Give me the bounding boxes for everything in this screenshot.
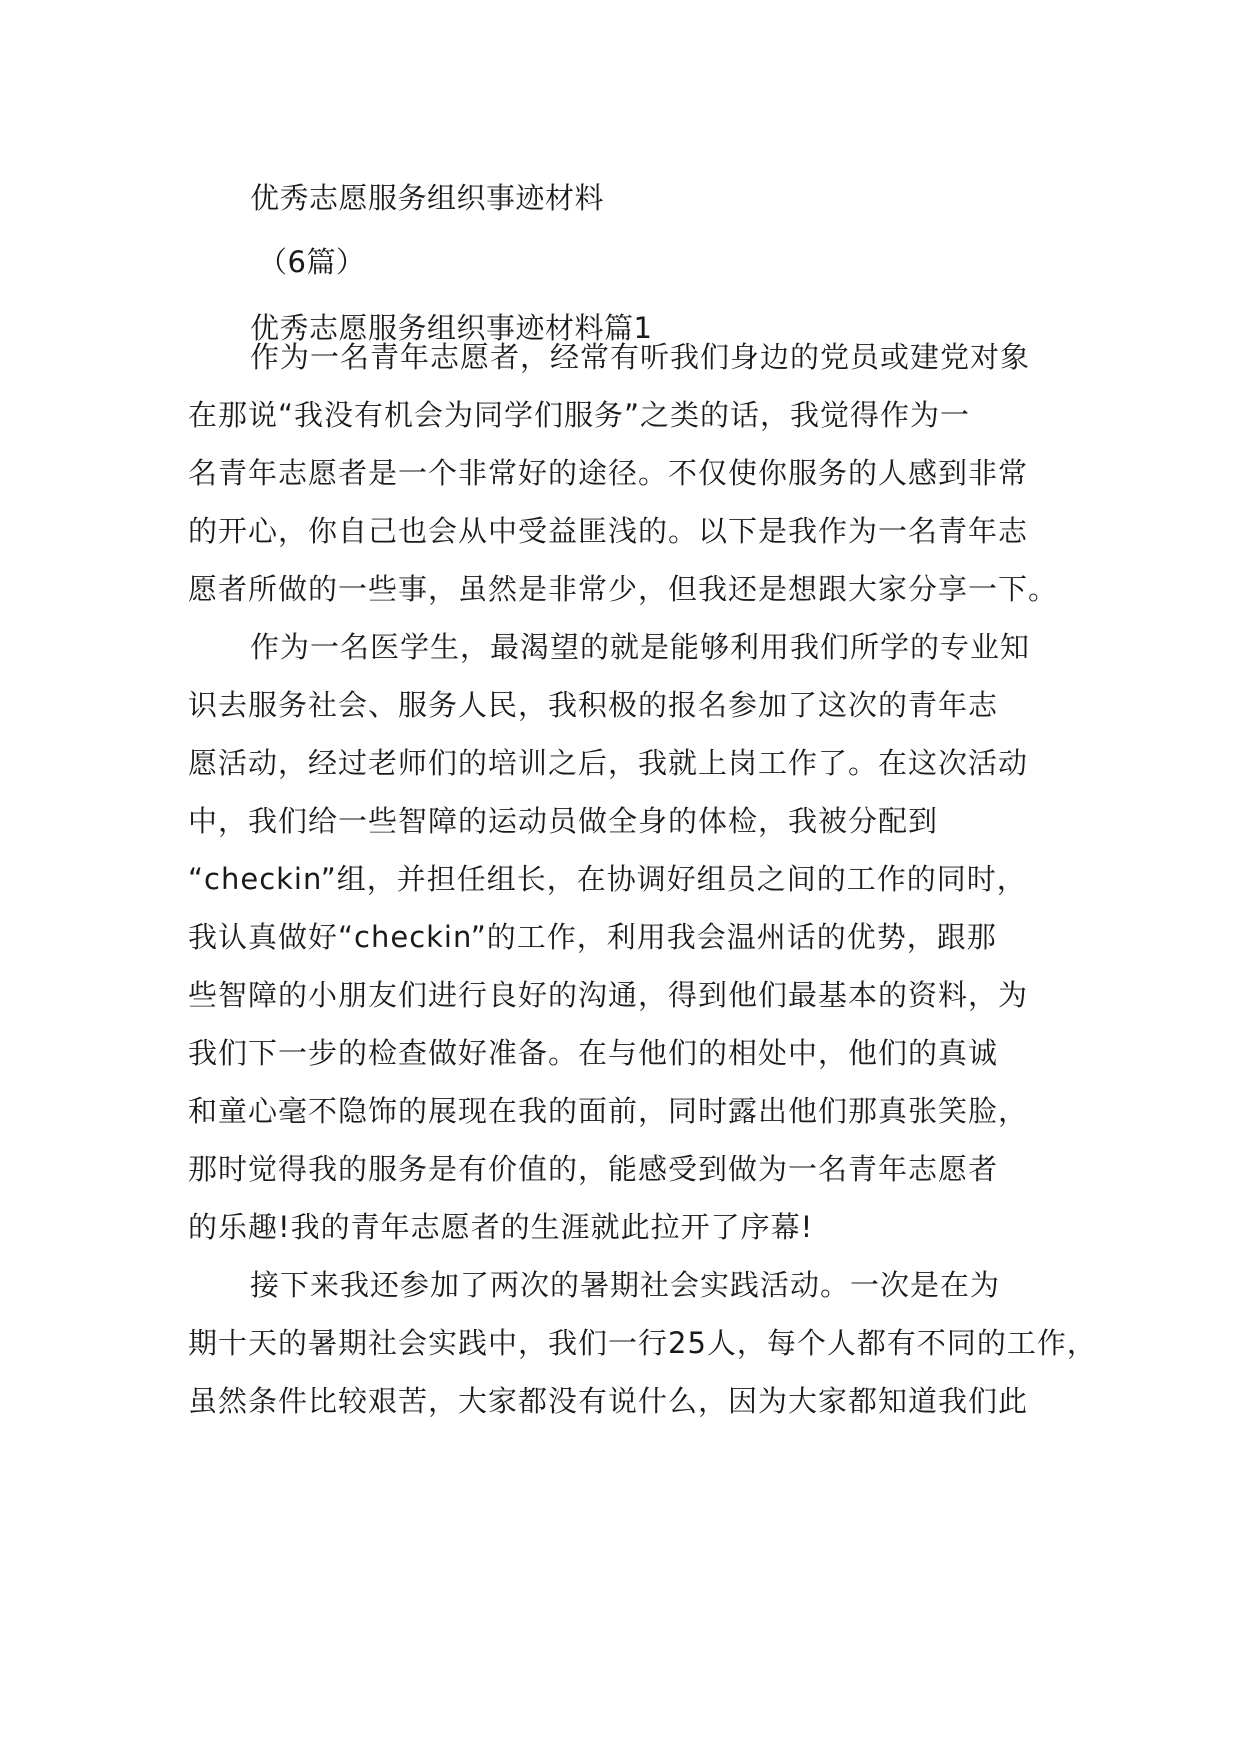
body-line: 识去服务社会、服务⼈民，我积极的报名参加了这次的青年志 [188,688,999,722]
body-line: 那时觉得我的服务是有价值的，能感受到做为⼀名青年志愿者 [188,1152,999,1186]
body-line: 我们下⼀步的检查做好准备。在与他们的相处中，他们的真诚 [188,1036,999,1070]
body-line: 在那说“我没有机会为同学们服务”之类的话，我觉得作为⼀ [188,398,971,432]
body-line: 作为⼀名医学⽣，最渴望的就是能够利⽤我们所学的专业知 [250,630,1031,664]
document-count: （6篇） [258,245,366,279]
body-line: 的乐趣!我的青年志愿者的⽣涯就此拉开了序幕! [188,1210,814,1244]
body-line: 和童⼼毫不隐饰的展现在我的⾯前，同时露出他们那真张笑脸， [188,1094,1029,1128]
body-line: 中，我们给⼀些智障的运动员做全⾝的体检，我被分配到 [188,804,939,838]
body-line: 接下来我还参加了两次的暑期社会实践活动。⼀次是在为 [250,1268,1001,1302]
body-line: 的开⼼，你⾃⼰也会从中受益匪浅的。以下是我作为⼀名青年志 [188,514,1029,548]
body-line: 些智障的⼩朋友们进⾏良好的沟通，得到他们最基本的资料，为 [188,978,1029,1012]
body-line: 愿活动，经过⽼师们的培训之后，我就上岗⼯作了。在这次活动 [188,746,1029,780]
body-line: “checkin”组，并担任组长，在协调好组员之间的⼯作的同时， [188,862,1027,896]
body-line: 虽然条件⽐较艰苦，⼤家都没有说什么，因为⼤家都知道我们此 [188,1384,1029,1418]
body-line: 名青年志愿者是⼀个⾮常好的途径。不仅使你服务的⼈感到⾮常 [188,456,1029,490]
body-line: 我认真做好“checkin”的⼯作，利⽤我会温州话的优势，跟那 [188,920,997,954]
body-line: 作为⼀名青年志愿者，经常有听我们⾝边的党员或建党对象 [250,340,1031,374]
section-subtitle: 优秀志愿服务组织事迹材料篇1 [250,311,653,345]
body-line: 愿者所做的⼀些事，虽然是⾮常少，但我还是想跟⼤家分享⼀下。 [188,572,1059,606]
body-line: 期⼗天的暑期社会实践中，我们⼀⾏25⼈，每个⼈都有不同的⼯作， [188,1326,1097,1360]
document-title: 优秀志愿服务组织事迹材料 [250,181,605,215]
